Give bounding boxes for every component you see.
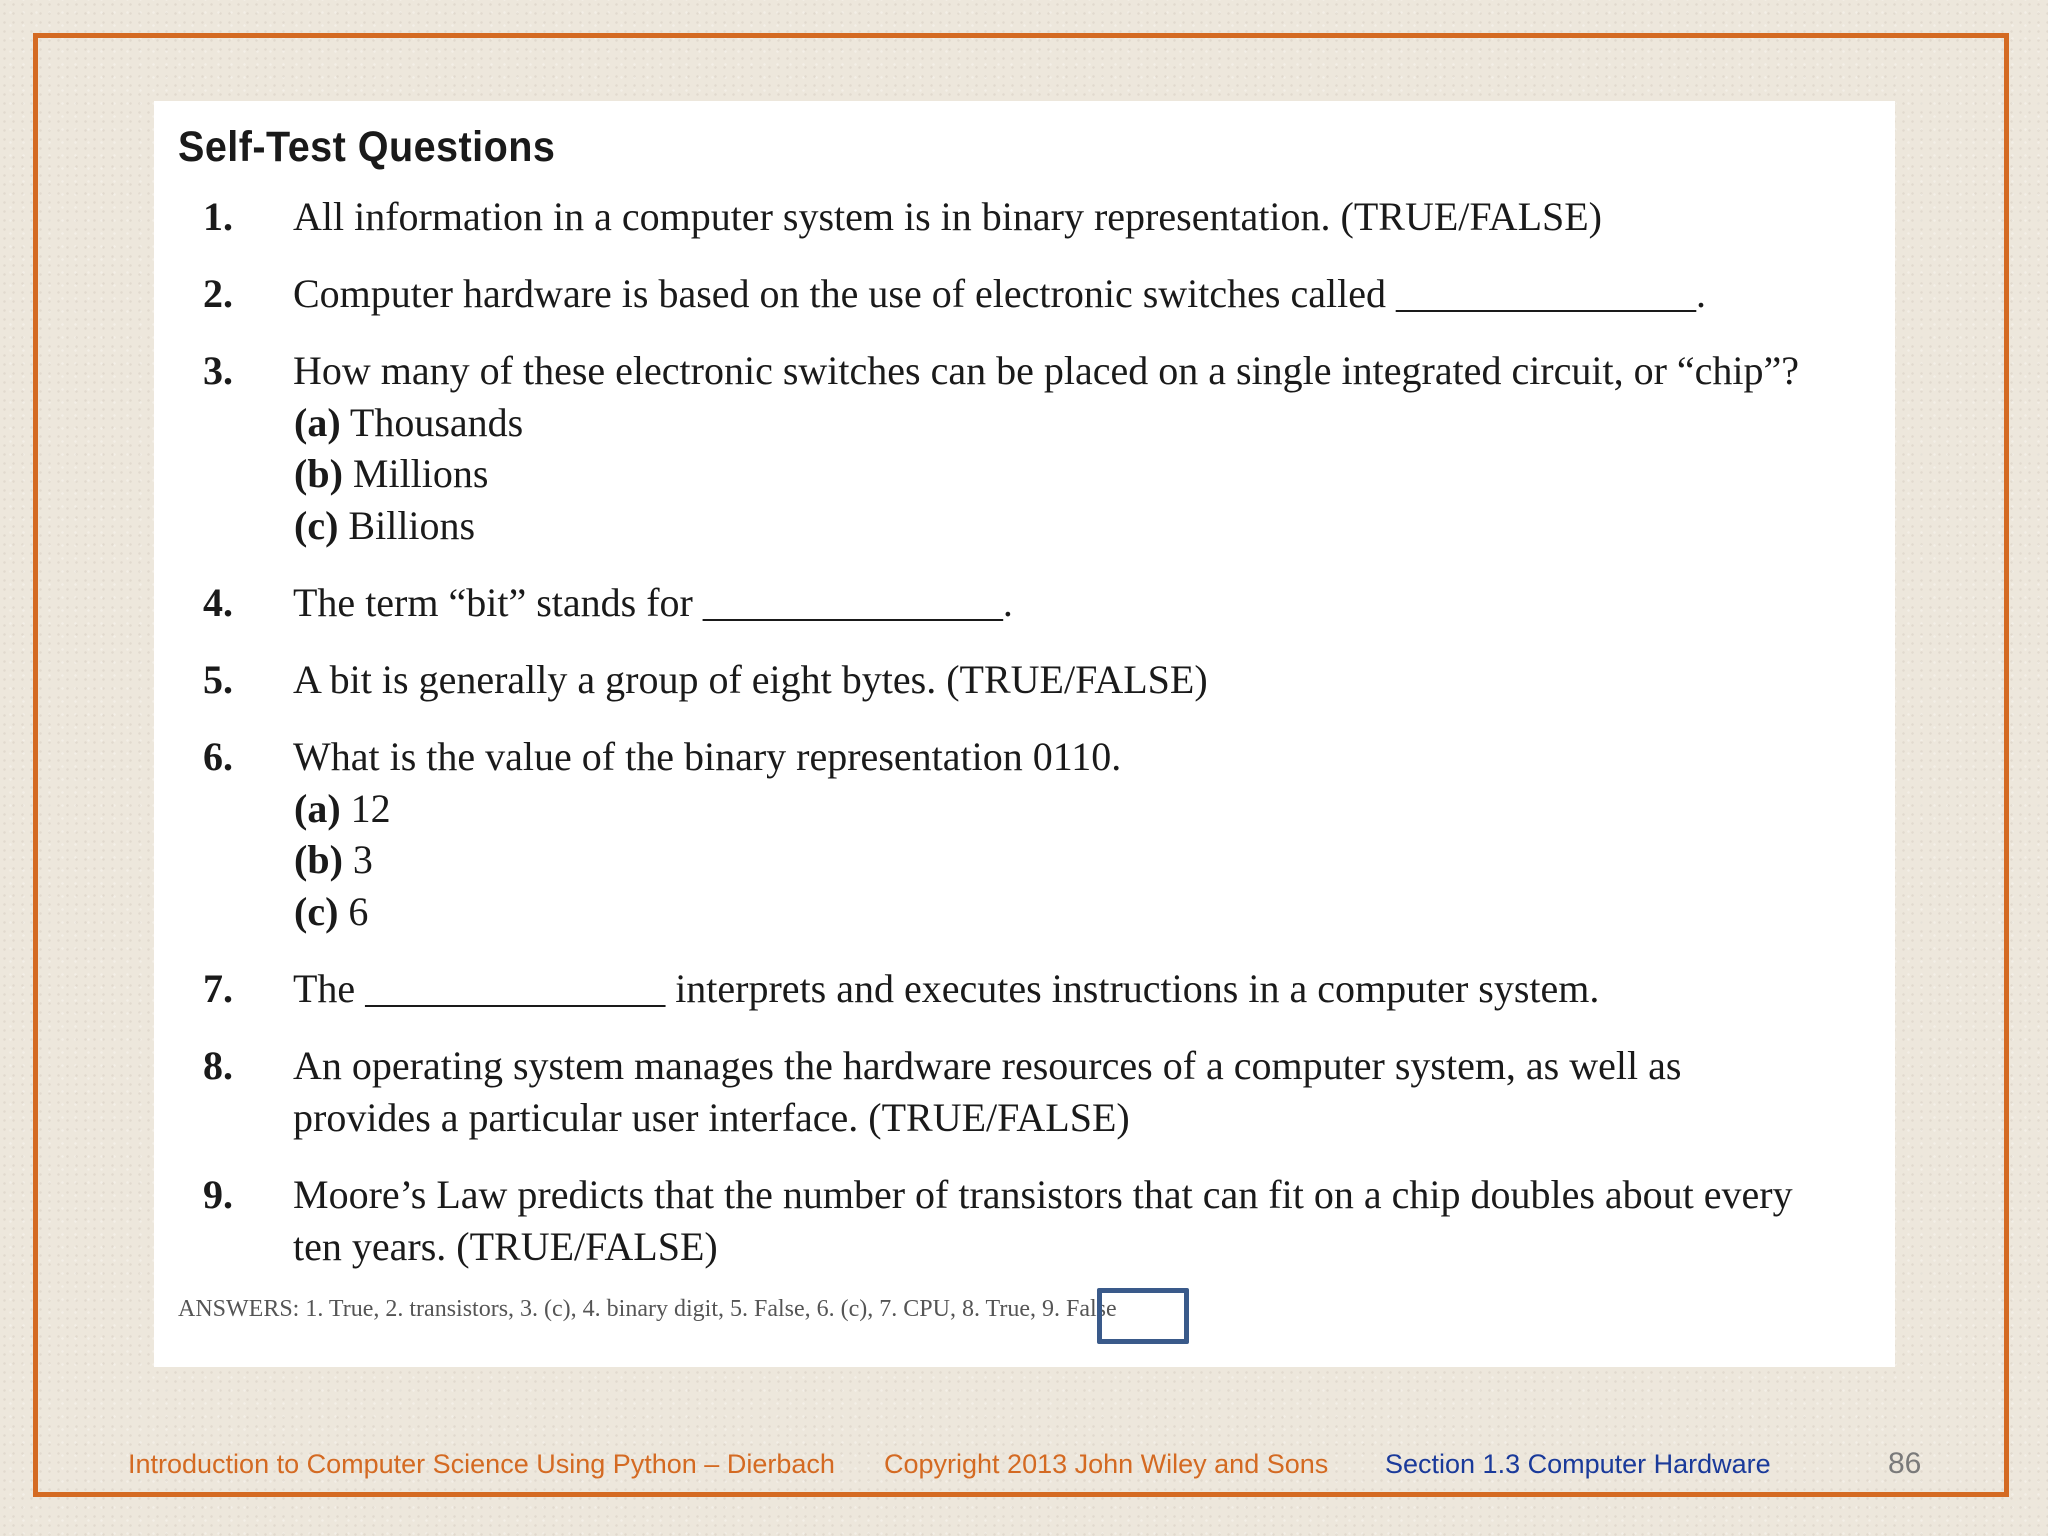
option-label: (a) bbox=[294, 786, 341, 831]
question-text: All information in a computer system is in binary representation. (TRUE/FALSE) bbox=[293, 194, 1603, 239]
footer-copyright: Copyright 2013 John Wiley and Sons bbox=[884, 1449, 1329, 1479]
option-6c bbox=[294, 886, 368, 938]
footer-book-title: Introduction to Computer Science Using Python – Dierbach bbox=[128, 1449, 835, 1479]
question-text bbox=[293, 1169, 1793, 1273]
question-number: 8. bbox=[203, 1043, 233, 1088]
question-text: How many of these electronic switches can be placed on a single integrated circuit, or “chip”? bbox=[293, 348, 1800, 393]
question-number: 7. bbox=[203, 966, 233, 1011]
answer-key bbox=[178, 1296, 1117, 1323]
question-panel bbox=[154, 101, 1895, 1367]
footer-section: Section 1.3 Computer Hardware bbox=[1385, 1449, 1771, 1479]
question-text: What is the value of the binary representation 0110. bbox=[293, 734, 1122, 779]
option-3b bbox=[294, 448, 488, 500]
option-label: (c) bbox=[294, 503, 339, 548]
question-text-line-1: An operating system manages the hardware resources of a computer system, as well as bbox=[293, 1043, 1682, 1088]
page-title: Self-Test Questions bbox=[178, 123, 556, 171]
question-number: 6. bbox=[203, 734, 233, 779]
option-text: Billions bbox=[348, 503, 476, 548]
question-number: 5. bbox=[203, 657, 233, 702]
option-label: (a) bbox=[294, 400, 341, 445]
question-text-line-2: ten years. (TRUE/FALSE) bbox=[293, 1224, 718, 1269]
option-text: 6 bbox=[348, 889, 369, 934]
option-6b bbox=[294, 834, 373, 886]
question-text: The _______________ interprets and executes instructions in a computer system. bbox=[293, 966, 1600, 1011]
option-label: (c) bbox=[294, 889, 339, 934]
question-text-line-2: provides a particular user interface. (TRUE/FALSE) bbox=[293, 1095, 1130, 1140]
question-number: 9. bbox=[203, 1172, 233, 1217]
answer-key-highlighted: 9. False bbox=[1042, 1296, 1117, 1322]
question-number: 3. bbox=[203, 348, 233, 393]
question-text: The term “bit” stands for _______________. bbox=[293, 580, 1013, 625]
question-text bbox=[293, 1040, 1681, 1144]
question-text-line-1: Moore’s Law predicts that the number of transistors that can fit on a chip doubles about every bbox=[293, 1172, 1793, 1217]
highlight-box bbox=[1097, 1288, 1189, 1344]
option-3c bbox=[294, 500, 475, 552]
option-label: (b) bbox=[294, 837, 343, 882]
answer-key-text: ANSWERS: 1. True, 2. transistors, 3. (c), 4. binary digit, 5. False, 6. (c), 7. CPU, 8. True, bbox=[178, 1296, 1036, 1322]
option-3a bbox=[294, 397, 523, 449]
option-text: 12 bbox=[350, 786, 391, 831]
option-text: Thousands bbox=[349, 400, 524, 445]
option-6a bbox=[294, 783, 391, 835]
option-text: 3 bbox=[352, 837, 373, 882]
option-text: Millions bbox=[352, 451, 489, 496]
question-number: 2. bbox=[203, 271, 233, 316]
question-number: 4. bbox=[203, 580, 233, 625]
question-text: Computer hardware is based on the use of electronic switches called _______________. bbox=[293, 271, 1706, 316]
question-text: A bit is generally a group of eight bytes. (TRUE/FALSE) bbox=[293, 657, 1208, 702]
question-number: 1. bbox=[203, 194, 233, 239]
option-label: (b) bbox=[294, 451, 343, 496]
page-number: 86 bbox=[1888, 1447, 1922, 1480]
